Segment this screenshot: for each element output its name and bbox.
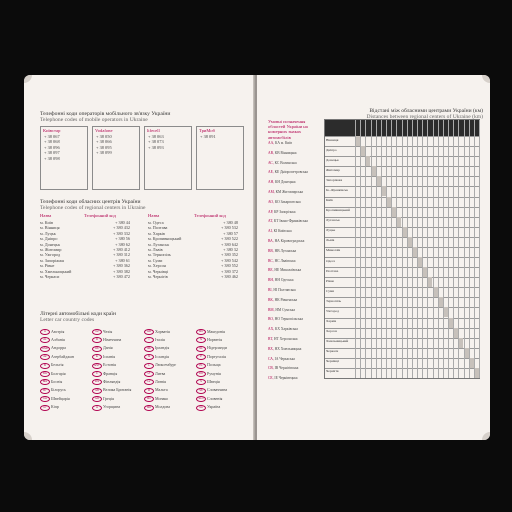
car-code-badge: UA <box>196 405 206 411</box>
region-letters: ВМ, <box>268 307 276 312</box>
city-row <box>40 274 130 279</box>
city-name: м. Одеса <box>148 220 164 225</box>
region-letters: АН, <box>268 180 275 185</box>
car-code-badge: NL <box>196 346 206 352</box>
region-letters: ВА, <box>268 239 275 243</box>
matrix-col-line <box>448 120 449 378</box>
car-code-badge: MD <box>144 405 154 411</box>
car-code-badge: BIH <box>40 379 50 385</box>
city-code: + 380 56 <box>115 236 130 242</box>
car-code-badge: RO <box>196 371 206 377</box>
car-code-country: Словенія <box>207 395 223 401</box>
car-code-badge: FIN <box>92 379 102 385</box>
open-notebook <box>24 75 490 440</box>
matrix-city-label: Херсон <box>326 329 338 334</box>
operator-code: + 38 093 <box>148 144 164 150</box>
city-list-left <box>40 220 130 279</box>
region-letters: АЕ, <box>268 170 275 175</box>
region-name: НК Рівненська <box>274 297 298 302</box>
city-name: м. Запоріжжя <box>40 257 64 263</box>
matrix-col-line <box>386 120 387 378</box>
car-code-badge: I <box>144 337 154 343</box>
city-name: м. Ужгород <box>40 252 61 258</box>
city-code: + 380 312 <box>112 252 130 258</box>
city-title-en: Telephone codes of regional centers in Ukraine <box>40 205 146 212</box>
region-name: ІА Черкаська <box>274 356 295 361</box>
region-letters: ВК, <box>268 297 275 302</box>
car-code-country: Чехія <box>103 328 113 334</box>
operator-code: + 38 073 <box>148 139 164 145</box>
matrix-city-label: Чернігів <box>326 369 339 374</box>
matrix-col-line <box>443 120 444 378</box>
region-code <box>268 308 316 312</box>
region-code <box>268 337 316 341</box>
car-code-country: Білорусь <box>51 387 66 393</box>
city-name: м. Тернопіль <box>148 252 171 258</box>
region-name: КТ Івано-Франківська <box>273 219 308 224</box>
region-name: НІ Полтавська <box>273 288 296 292</box>
region-code <box>268 357 316 361</box>
city-col-header-1: Назва <box>40 213 52 218</box>
city-name: м. Черкаси <box>40 274 60 280</box>
region-letters: АВ, <box>268 150 275 155</box>
matrix-city-label: Київ <box>326 198 333 202</box>
car-code-badge: MK <box>196 329 206 335</box>
car-code-badge: GR <box>92 396 102 402</box>
matrix-col-line <box>365 120 366 378</box>
city-code: + 380 44 <box>115 220 130 225</box>
city-col-header-2: Назва <box>148 213 160 218</box>
operator-code: + 38 096 <box>44 144 60 150</box>
car-code-badge: LT <box>144 371 154 377</box>
region-letters: АІ, <box>268 229 274 234</box>
matrix-col-line <box>458 120 459 378</box>
city-name: м. Луцьк <box>40 230 56 236</box>
city-name: м. Суми <box>148 257 163 263</box>
operator-code: + 38 067 <box>44 134 60 139</box>
car-code-badge: A <box>40 329 50 335</box>
matrix-city-label: Чернівці <box>326 359 339 364</box>
region-letters: ВС, <box>268 258 275 263</box>
car-code-badge: MC <box>144 396 154 402</box>
city-code: + 380 432 <box>112 225 130 231</box>
matrix-city-label: Вінниця <box>326 137 339 142</box>
car-code-badge: CY <box>40 405 50 411</box>
operator-code: + 38 098 <box>44 155 60 161</box>
region-code <box>268 151 316 155</box>
region-name: НА Кіровоградська <box>274 239 305 243</box>
car-code-badge: BG <box>40 371 50 377</box>
operator-code: + 38 066 <box>96 139 112 145</box>
operator-code: + 38 095 <box>96 144 112 150</box>
car-code-badge: S <box>196 379 206 385</box>
matrix-city-label: Житомир <box>326 167 341 172</box>
city-code: + 380 542 <box>220 257 238 263</box>
car-code-country: Люксембург <box>155 362 177 368</box>
city-name: м. Львів <box>148 247 163 253</box>
region-name: НЕ Миколаївська <box>274 268 302 273</box>
matrix-col-line <box>355 120 356 378</box>
car-code-country: Данія <box>103 345 113 351</box>
car-code-country: Франція <box>103 370 118 376</box>
matrix-city-label: Миколаїв <box>326 248 341 253</box>
car-code-badge: AZ <box>40 354 50 360</box>
region-code <box>268 298 316 302</box>
car-code-badge: P <box>196 354 206 360</box>
matrix-col-line <box>453 120 454 378</box>
car-code-country: Литва <box>155 370 166 376</box>
matrix-city-label: Ів.-Франківськ <box>326 187 348 192</box>
region-name: КЕ Дніпропетровська <box>274 170 308 175</box>
region-code <box>268 249 316 253</box>
car-code-country: Кіпр <box>51 404 59 410</box>
region-name: НХ Хмельницька <box>274 346 302 351</box>
matrix-col-line <box>407 120 408 378</box>
matrix-city-label: Харків <box>326 319 337 323</box>
right-page <box>257 75 490 440</box>
page-corner-top-left <box>24 75 32 83</box>
car-code-badge: BY <box>40 388 50 394</box>
matrix-city-label: Одеса <box>326 258 336 263</box>
car-code-country: Молдова <box>155 404 171 410</box>
region-code <box>268 200 316 204</box>
car-codes-heading <box>40 311 240 324</box>
city-name: м. Вінниця <box>40 225 60 231</box>
car-code-country: Польща <box>207 362 221 368</box>
city-name: м. Чернігів <box>148 274 168 280</box>
operator-name: ТриМоб <box>199 128 215 133</box>
operator-name: Vodafone <box>95 128 113 133</box>
region-code <box>268 317 316 321</box>
operator-box <box>92 126 140 190</box>
cars-title-en: Letter car country codes <box>40 317 95 324</box>
region-letters: АР, <box>268 209 274 214</box>
city-code: + 380 62 <box>115 241 130 247</box>
operator-name: Київстар <box>43 128 61 133</box>
car-code-country: Норвегія <box>207 336 223 342</box>
matrix-city-label: Луганськ <box>326 218 340 223</box>
matrix-col-line <box>433 120 434 378</box>
mobile-title-ua: Телефонні коди операторів мобільного зв'язку України <box>40 111 171 117</box>
region-name: НТ Херсонська <box>273 337 298 341</box>
car-code-country: Хорватія <box>155 328 170 334</box>
region-code <box>268 366 316 370</box>
car-code-country: Австрія <box>51 328 65 334</box>
city-name: м. Чернівці <box>148 268 169 274</box>
region-name: НВ Луганська <box>274 248 297 253</box>
city-code: + 380 532 <box>220 225 238 231</box>
page-corner-bottom-right <box>482 432 490 440</box>
matrix-col-line <box>376 120 377 378</box>
matrix-city-label: Донецьк <box>326 157 339 162</box>
matrix-col-line <box>464 120 465 378</box>
region-letters: ВЕ, <box>268 268 275 273</box>
operator-box <box>40 126 88 190</box>
matrix-col-line <box>438 120 439 378</box>
region-code <box>268 268 316 272</box>
region-letters: ВН, <box>268 278 275 283</box>
code-col-header-2: Телефонний код <box>194 213 226 218</box>
car-code-badge: SK <box>196 388 206 394</box>
city-code: + 380 48 <box>223 220 238 225</box>
car-code-country: Естонія <box>103 362 117 368</box>
car-code-badge: PL <box>196 363 206 369</box>
region-name: КС Волинська <box>274 160 297 165</box>
region-code <box>268 170 316 174</box>
car-code-badge: N <box>196 337 206 343</box>
city-code: + 380 61 <box>115 257 130 263</box>
region-letters: ВХ, <box>268 346 275 351</box>
mobile-title-en: Telephone codes of mobile operators in Ukraine <box>40 117 148 124</box>
matrix-col-line <box>474 120 475 378</box>
region-letters: СВ, <box>268 366 275 371</box>
city-code: + 380 372 <box>220 268 238 274</box>
region-letters: АМ, <box>268 190 276 194</box>
car-code-country: Словаччина <box>207 387 228 393</box>
operator-code: + 38 091 <box>200 134 216 139</box>
region-code <box>268 210 316 214</box>
car-code-badge: CH <box>40 396 50 402</box>
car-code-badge: E <box>92 354 102 360</box>
car-code-badge: D <box>92 337 102 343</box>
matrix-city-label: Рівне <box>326 278 334 283</box>
matrix-col-line <box>469 120 470 378</box>
car-code-badge: CZ <box>92 329 102 335</box>
matrix-city-label: Тернопіль <box>326 298 342 303</box>
car-code-country: Україна <box>207 404 221 410</box>
car-code-badge: IRL <box>144 346 154 352</box>
car-code-badge: GB <box>92 388 102 394</box>
car-code-badge: IS <box>144 354 154 360</box>
city-name: м. Київ <box>40 220 53 225</box>
code-col-header-1: Телефонний код <box>84 213 116 218</box>
matrix-col-line <box>391 120 392 378</box>
city-code: + 380 382 <box>112 268 130 274</box>
car-code-country: Румунія <box>207 370 221 376</box>
matrix-city-label: Дніпро <box>326 147 337 152</box>
distance-title-ua: Відстані між обласними центрами України (км) <box>369 108 483 114</box>
city-code: + 380 472 <box>112 274 130 280</box>
matrix-city-label: Черкаси <box>326 349 339 354</box>
matrix-col-line <box>396 120 397 378</box>
region-name: ІВ Чернігівська <box>274 366 299 371</box>
car-code-country: Албанія <box>51 336 65 342</box>
operator-code: + 38 050 <box>96 134 112 139</box>
region-name: ІЕ Чернівецька <box>274 376 298 381</box>
city-name: м. Житомир <box>40 247 62 253</box>
matrix-city-label: Хмельницький <box>326 339 349 344</box>
city-code: + 380 57 <box>223 230 238 236</box>
car-code-badge: M <box>144 388 154 394</box>
city-title-ua: Телефонні коди обласних центрів України <box>40 199 141 205</box>
matrix-city-label: Кропивницький <box>326 208 350 213</box>
page-corner-bottom-left <box>24 432 32 440</box>
city-code: + 380 522 <box>220 236 238 242</box>
operator-box <box>196 126 244 190</box>
car-code-country: Швейцарія <box>51 395 70 401</box>
car-code-badge: F <box>92 371 102 377</box>
city-name: м. Кропивницький <box>148 236 182 242</box>
region-letters: ВВ, <box>268 248 275 253</box>
operator-name: lifecell <box>147 128 160 133</box>
car-code-country: Болгарія <box>51 370 66 376</box>
matrix-col-line <box>427 120 428 378</box>
car-code-country: Бельгія <box>51 362 64 368</box>
city-name: м. Полтава <box>148 225 168 231</box>
car-code-country: Мальта <box>155 387 168 393</box>
region-name: КР Запорізька <box>273 209 296 214</box>
city-code: + 380 642 <box>220 241 238 247</box>
city-list-right <box>148 220 238 279</box>
car-code-badge: SLO <box>196 396 206 402</box>
city-row <box>148 274 238 279</box>
city-code: + 380 32 <box>223 247 238 253</box>
operator-code: + 38 099 <box>96 150 112 156</box>
region-code <box>268 278 316 282</box>
region-name: КВ Вінницька <box>274 150 297 155</box>
region-name: НМ Сумська <box>275 307 295 312</box>
car-code-country: Боснія <box>51 378 63 384</box>
distance-matrix <box>324 119 480 379</box>
matrix-city-label: Ужгород <box>326 308 339 313</box>
matrix-col-line <box>412 120 413 378</box>
car-code-country: Велика Британія <box>103 387 132 393</box>
region-letters: АА, <box>268 141 275 145</box>
car-code-country: Монако <box>155 395 169 401</box>
region-name: НС Львівська <box>274 258 296 263</box>
region-code <box>268 161 316 165</box>
car-code-country: Португалія <box>207 353 226 359</box>
city-code: + 380 552 <box>220 263 238 269</box>
car-code-country: Македонія <box>207 328 226 334</box>
car-code-badge: B <box>40 363 50 369</box>
region-code <box>268 376 316 380</box>
region-code <box>268 259 316 263</box>
region-code <box>268 347 316 351</box>
mobile-codes-heading <box>40 111 240 124</box>
car-code-country: Іспанія <box>103 353 116 359</box>
matrix-col-line <box>402 120 403 378</box>
region-code <box>268 219 316 223</box>
left-page <box>24 75 255 440</box>
car-code-badge: HR <box>144 329 154 335</box>
car-code-badge: AND <box>40 346 50 352</box>
region-code <box>268 288 316 292</box>
operator-code: + 38 097 <box>44 150 60 156</box>
region-code <box>268 327 316 331</box>
region-code <box>268 180 316 184</box>
car-code-badge: EST <box>92 363 102 369</box>
region-letters: АС, <box>268 160 275 165</box>
operator-code: + 38 063 <box>148 134 164 139</box>
car-code-country: Швеція <box>207 378 220 384</box>
region-name: КА м. Київ <box>275 141 292 145</box>
region-letters: ВІ, <box>268 288 274 292</box>
region-name: КН Донецька <box>275 180 296 185</box>
matrix-city-label: Полтава <box>326 268 339 273</box>
car-code-badge: L <box>144 363 154 369</box>
matrix-col-line <box>381 120 382 378</box>
car-code-country: Фінляндія <box>103 378 121 384</box>
region-code <box>268 239 316 243</box>
region-name: КМ Житомирська <box>275 190 303 194</box>
car-code-country: Ісландія <box>155 353 170 359</box>
matrix-col-line <box>479 120 480 378</box>
region-letters: ВТ, <box>268 337 274 341</box>
cars-title-ua: Літерні автомобільні коди країн <box>40 311 116 317</box>
operator-box <box>144 126 192 190</box>
city-name: м. Херсон <box>148 263 166 269</box>
car-code-country: Андорра <box>51 345 66 351</box>
region-code <box>268 190 316 194</box>
city-name: м. Донецьк <box>40 241 60 247</box>
city-code: + 380 412 <box>112 247 130 253</box>
region-letters: ВО, <box>268 317 275 322</box>
region-letters: АХ, <box>268 327 275 332</box>
car-code-country: Греція <box>103 395 114 401</box>
matrix-city-label: Львів <box>326 238 335 243</box>
car-code-country: Італія <box>155 336 165 342</box>
car-code-badge: AL <box>40 337 50 343</box>
car-code-country: Німеччина <box>103 336 122 342</box>
car-code-badge: H <box>92 405 102 411</box>
city-name: м. Луганськ <box>148 241 170 247</box>
region-code <box>268 229 316 233</box>
region-code <box>268 141 316 145</box>
city-codes-heading <box>40 199 240 212</box>
region-name: КІ Київська <box>273 229 292 234</box>
city-name: м. Рівне <box>40 263 55 269</box>
car-code-badge: DK <box>92 346 102 352</box>
region-name: КО Закарпатська <box>274 199 301 204</box>
city-code: + 380 332 <box>112 230 130 236</box>
region-name: КХ Харківська <box>275 327 298 332</box>
car-code-badge: LV <box>144 379 154 385</box>
operator-code: + 38 068 <box>44 139 60 145</box>
region-letters: АО, <box>268 199 275 204</box>
city-name: м. Хмельницький <box>40 268 72 274</box>
matrix-col-line <box>371 120 372 378</box>
city-code: + 380 352 <box>220 252 238 258</box>
city-code: + 380 362 <box>112 263 130 269</box>
matrix-col-line <box>417 120 418 378</box>
car-code-country: Нідерланди <box>207 345 227 351</box>
matrix-col-line <box>360 120 361 378</box>
car-code-country: Азербайджан <box>51 353 74 359</box>
car-code-country: Угорщина <box>103 404 121 410</box>
city-name: м. Харків <box>148 230 165 236</box>
region-name: НО Тернопільська <box>274 317 303 322</box>
region-letters: АТ, <box>268 219 274 224</box>
region-name: НН Одеська <box>274 278 294 283</box>
distance-title-en: Distances between regional centers of Ukraine (km) <box>366 114 483 121</box>
car-code-country: Ірландія <box>155 345 170 351</box>
region-letters: СЕ, <box>268 376 275 381</box>
matrix-city-label: Запоріжжя <box>326 177 343 182</box>
matrix-city-label: Луцьк <box>326 228 336 233</box>
car-code-country: Латвія <box>155 378 166 384</box>
city-name: м. Дніпро <box>40 236 58 242</box>
city-code: + 380 462 <box>220 274 238 280</box>
matrix-city-label: Суми <box>326 288 335 293</box>
page-corner-top-right <box>482 75 490 83</box>
region-letters: СА, <box>268 356 275 361</box>
matrix-col-line <box>422 120 423 378</box>
regions-title: Умовні позначення областей України на номерних знаках автомобілів <box>268 119 308 140</box>
